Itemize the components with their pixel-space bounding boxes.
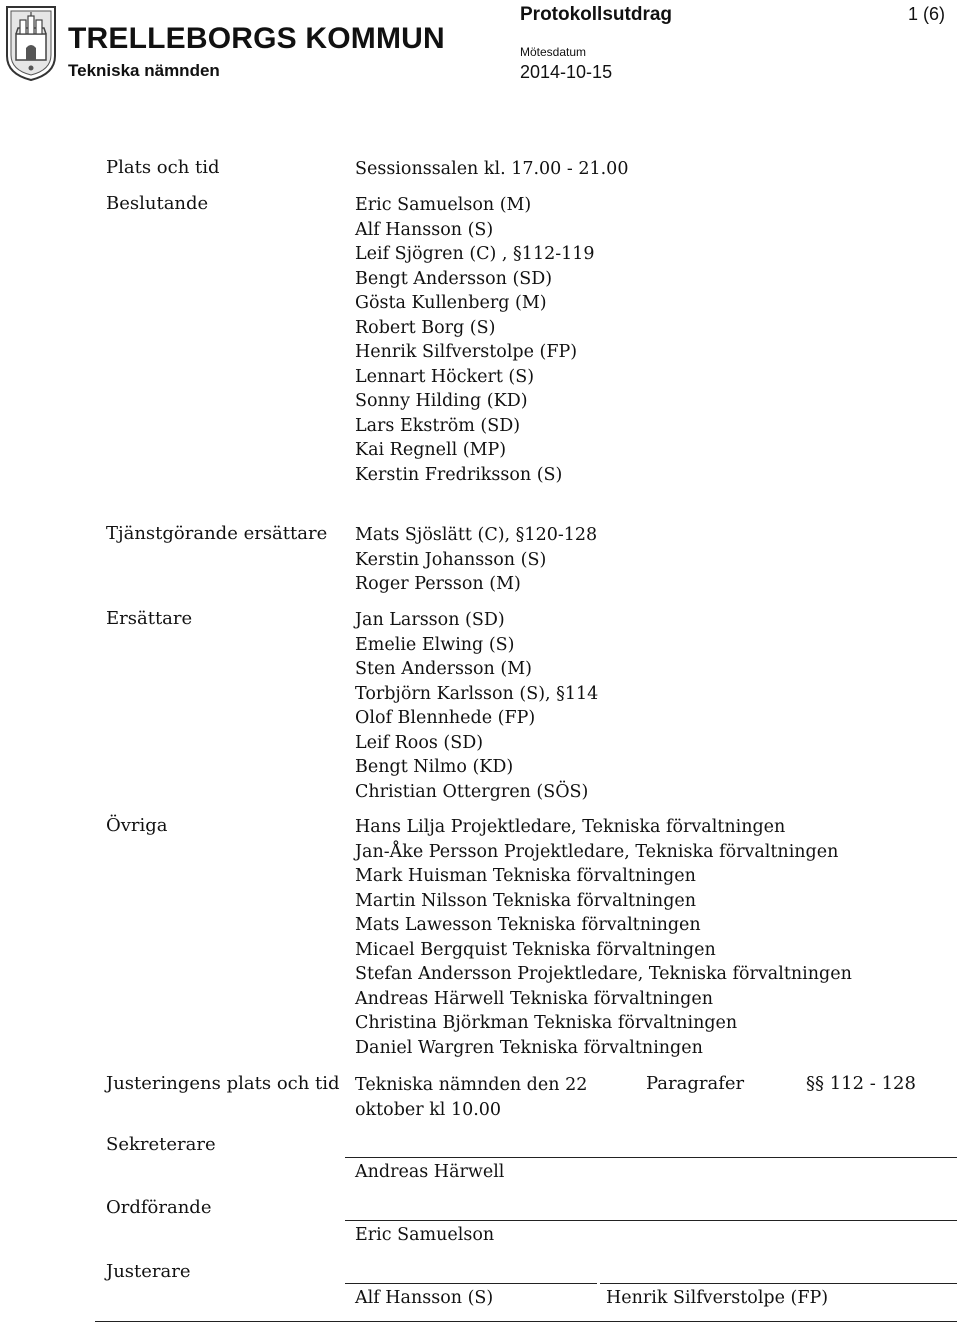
adjustment-value: Tekniska nämnden den 22 oktober kl 10.00 — [355, 1075, 588, 1120]
list-item: Roger Persson (M) — [355, 574, 521, 594]
list-item: Kerstin Fredriksson (S) — [355, 464, 563, 485]
list-item: Mats Sjöslätt (C), §120-128 — [355, 525, 598, 545]
adjustment-label: Justeringens plats och tid — [106, 1073, 340, 1094]
decision-makers-list — [355, 193, 595, 487]
signature-line — [345, 1157, 957, 1158]
municipality-crest-icon — [4, 4, 58, 82]
location-value: Sessionssalen kl. 17.00 - 21.00 — [355, 159, 629, 179]
list-item: Kai Regnell (MP) — [355, 440, 507, 460]
list-item: Henrik Silfverstolpe (FP) — [355, 342, 578, 362]
list-item: Sten Andersson (M) — [355, 659, 532, 679]
list-item: Jan Larsson (SD) — [355, 610, 505, 630]
chair-label: Ordförande — [106, 1197, 212, 1218]
list-item: Bengt Nilmo (KD) — [355, 757, 514, 777]
list-item: Christian Ottergren (SÖS) — [355, 781, 589, 802]
others-list — [355, 815, 852, 1060]
paragraphs-value: §§ 112 - 128 — [806, 1073, 916, 1094]
list-item: Micael Bergquist Tekniska förvaltningen — [355, 939, 716, 960]
list-item: Kerstin Johansson (S) — [355, 549, 547, 570]
signature-line — [345, 1283, 597, 1284]
list-item: Robert Borg (S) — [355, 317, 496, 338]
list-item: Torbjörn Karlsson (S), §114 — [355, 683, 599, 704]
list-item: Andreas Härwell Tekniska förvaltningen — [355, 988, 713, 1009]
list-item: Lars Ekström (SD) — [355, 415, 521, 436]
list-item: Leif Sjögren (C) , §112-119 — [355, 244, 595, 264]
meeting-date-label: Mötesdatum — [520, 45, 587, 59]
meeting-date: 2014-10-15 — [520, 62, 613, 82]
signature-line — [600, 1283, 957, 1284]
organization-name: TRELLEBORGS KOMMUN — [68, 22, 445, 55]
list-item: Mats Lawesson Tekniska förvaltningen — [355, 915, 701, 935]
secretary-label: Sekreterare — [106, 1134, 216, 1155]
signature-line — [345, 1220, 957, 1221]
footer-divider — [95, 1321, 957, 1322]
list-item: Eric Samuelson (M) — [355, 195, 532, 215]
list-item: Mark Huisman Tekniska förvaltningen — [355, 866, 696, 886]
adjuster-2-name: Henrik Silfverstolpe (FP) — [606, 1288, 829, 1308]
list-item: Lennart Höckert (S) — [355, 366, 535, 387]
list-item: Hans Lilja Projektledare, Tekniska förvaltningen — [355, 817, 786, 837]
list-item: Christina Björkman Tekniska förvaltningen — [355, 1013, 738, 1033]
list-item: Olof Blennhede (FP) — [355, 708, 536, 728]
board-name: Tekniska nämnden — [68, 61, 220, 80]
chair-name: Eric Samuelson — [355, 1225, 495, 1245]
substitutes-list — [355, 608, 598, 804]
location-label: Plats och tid — [106, 157, 220, 178]
list-item: Bengt Andersson (SD) — [355, 268, 553, 289]
page-number: 1 (6) — [908, 4, 946, 24]
list-item: Martin Nilsson Tekniska förvaltningen — [355, 890, 697, 911]
list-item: Daniel Wargren Tekniska förvaltningen — [355, 1037, 703, 1058]
serving-substitutes-label: Tjänstgörande ersättare — [106, 523, 328, 544]
list-item: Alf Hansson (S) — [355, 219, 494, 240]
document-title: Protokollsutdrag — [520, 4, 673, 25]
list-item: Sonny Hilding (KD) — [355, 391, 528, 411]
decision-makers-label: Beslutande — [106, 193, 209, 214]
list-item: Gösta Kullenberg (M) — [355, 293, 547, 313]
adjusters-label: Justerare — [106, 1261, 191, 1282]
substitutes-label: Ersättare — [106, 608, 193, 629]
list-item: Emelie Elwing (S) — [355, 634, 515, 655]
list-item: Jan-Åke Persson Projektledare, Tekniska förvaltningen — [355, 841, 839, 862]
secretary-name: Andreas Härwell — [355, 1162, 505, 1182]
adjuster-1-name: Alf Hansson (S) — [355, 1288, 494, 1308]
list-item: Stefan Andersson Projektledare, Tekniska förvaltningen — [355, 964, 852, 984]
others-label: Övriga — [106, 815, 168, 836]
serving-substitutes-list — [355, 523, 597, 597]
paragraphs-label: Paragrafer — [646, 1073, 745, 1094]
list-item: Leif Roos (SD) — [355, 732, 484, 753]
